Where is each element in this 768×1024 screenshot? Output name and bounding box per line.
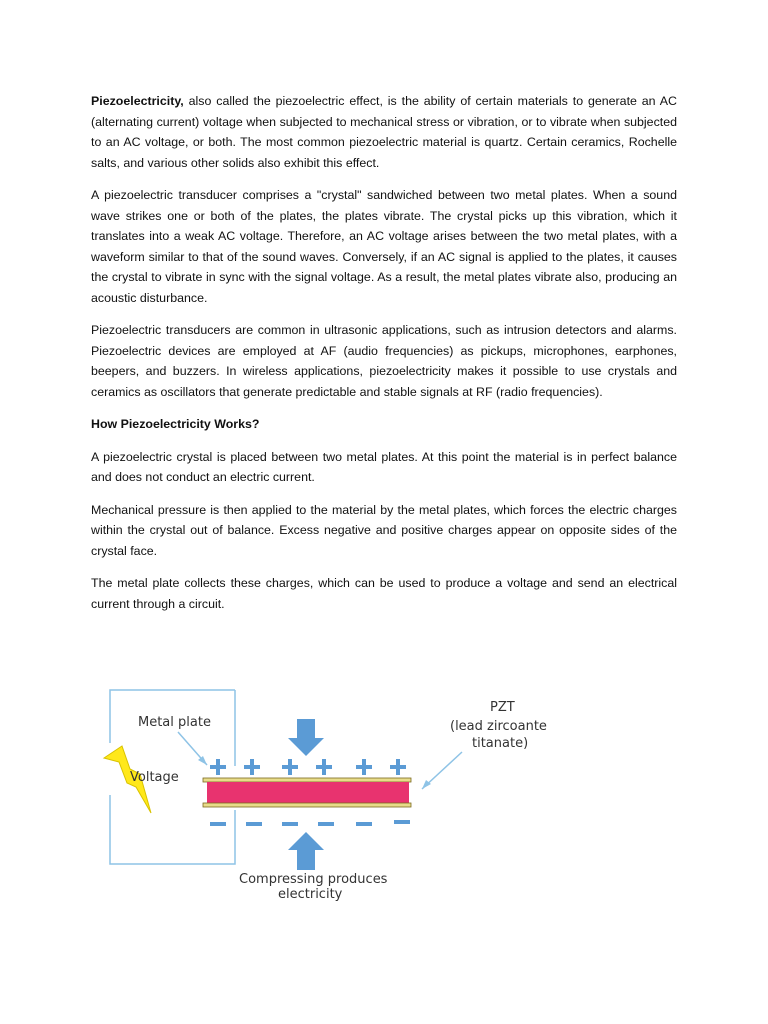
article-body <box>91 91 677 626</box>
minus-sign-6 <box>394 820 410 824</box>
label-voltage: Voltage <box>130 770 179 785</box>
caption-line-2: electricity <box>278 887 343 902</box>
piezo-diagram <box>90 680 570 910</box>
paragraph-charges: The metal plate collects these charges, which can be used to produce a voltage and send an electrical current through a circuit. <box>91 576 677 611</box>
label-metal-plate: Metal plate <box>138 715 211 730</box>
minus-sign-4 <box>318 822 334 826</box>
negative-charges <box>210 820 410 826</box>
minus-sign-5 <box>356 822 372 826</box>
label-pzt-material: (lead zircoante <box>450 719 547 734</box>
paragraph-balance: A piezoelectric crystal is placed between two metal plates. At this point the material is in perfect balance and does not conduct an electric current. <box>91 449 677 484</box>
plus-sign-2-vertical <box>250 759 254 775</box>
bottom-metal-plate <box>203 803 411 807</box>
minus-sign-1 <box>210 822 226 826</box>
piezo-diagram-svg <box>90 680 570 910</box>
section-heading: How Piezoelectricity Works? <box>91 417 260 431</box>
plus-sign-5-vertical <box>362 759 366 775</box>
minus-sign-3 <box>282 822 298 826</box>
caption-line-1: Compressing produces <box>239 872 388 887</box>
plus-sign-6-vertical <box>396 759 400 775</box>
plus-sign-1-vertical <box>216 759 220 775</box>
positive-charges <box>210 759 406 775</box>
label-pzt-titanate: titanate) <box>472 736 529 751</box>
paragraph-pressure: Mechanical pressure is then applied to the material by the metal plates, which forces the electric charges within the crystal out of balance. Excess negative and positive charges appear on opposite sides of the crystal face. <box>91 502 677 558</box>
top-metal-plate <box>203 778 411 782</box>
paragraph-transducer: A piezoelectric transducer comprises a "crystal" sandwiched between two metal plates. When a sound wave strikes one or both of the plates, the plates vibrate. The crystal picks up this vibration, which it translates into a weak AC voltage. Therefore, an AC voltage arises between the two metal plates, with a waveform similar to that of the sound waves. Conversely, if an AC signal is applied to the plates, it causes the crystal to vibrate in sync with the signal voltage. As a result, the metal plates vibrate also, producing an acoustic disturbance. <box>91 188 677 305</box>
pressure-arrow-down-icon <box>288 719 324 756</box>
term-piezoelectricity: Piezoelectricity, <box>91 94 184 108</box>
label-pzt: PZT <box>490 700 515 715</box>
plus-sign-3-vertical <box>288 759 292 775</box>
paragraph-intro-text: also called the piezoelectric effect, is the ability of certain materials to generate an AC (alternating current) voltage when subjected to mechanical stress or vibration, or to vibrate when subjected to an AC voltage, or both. The most common piezoelectric material is quartz. Certain ceramics, Rochelle salts, and various other solids also exhibit this effect. <box>91 94 677 170</box>
paragraph-intro <box>91 91 677 173</box>
paragraph-applications: Piezoelectric transducers are common in ultrasonic applications, such as intrusion detectors and alarms. Piezoelectric devices are employed at AF (audio frequencies) as pickups, microphones, earphones, beepers, and buzzers. In wireless applications, piezoelectricity makes it possible to use crystals and ceramics as oscillators that generate predictable and stable signals at RF (radio frequencies). <box>91 323 677 399</box>
pzt-crystal <box>207 782 409 803</box>
minus-sign-2 <box>246 822 262 826</box>
pressure-arrow-up-icon <box>288 832 324 870</box>
plus-sign-4-vertical <box>322 759 326 775</box>
